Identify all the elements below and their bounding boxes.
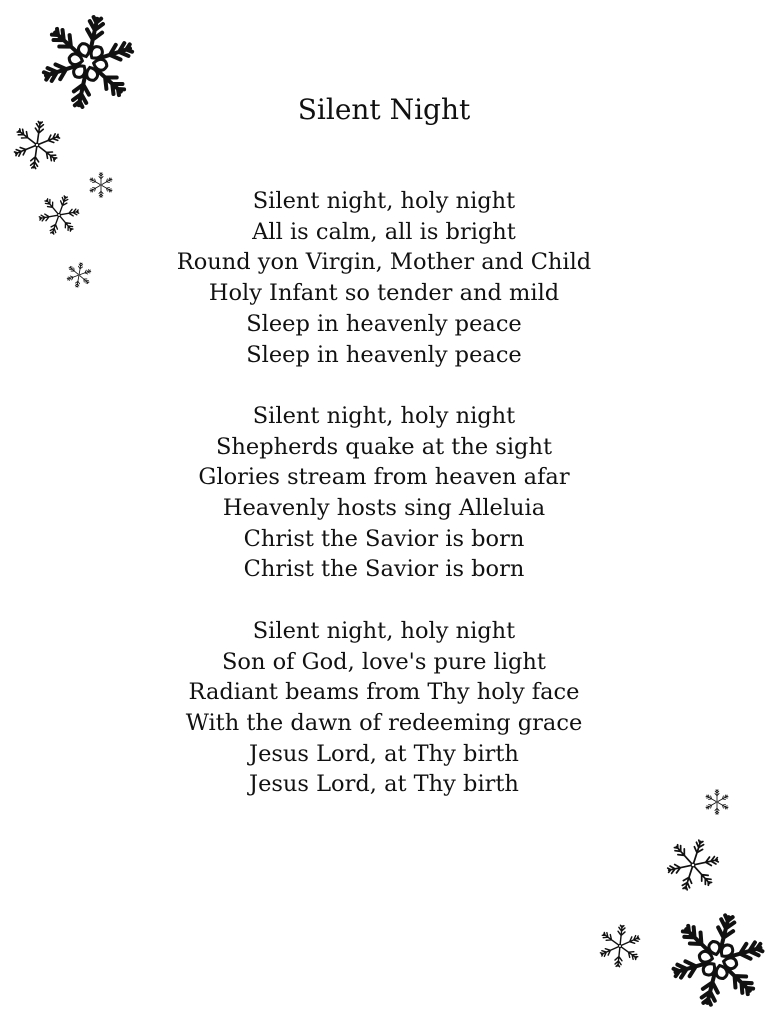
verse-3 xyxy=(0,616,768,800)
verse-line: Son of God, love's pure light xyxy=(222,648,546,675)
snowflake-icon xyxy=(38,194,80,236)
verse-line: Heavenly hosts sing Alleluia xyxy=(222,495,546,522)
verse-line: Jesus Lord, at Thy birth xyxy=(249,740,519,767)
snowflake-icon xyxy=(666,838,720,892)
verse-line: Silent night, holy night xyxy=(252,188,516,214)
verse-line: Round yon Virgin, Mother and Child xyxy=(176,249,592,276)
snowflake-icon xyxy=(12,120,62,170)
snowflake-icon xyxy=(88,172,114,198)
verse-line: Christ the Savior is born xyxy=(243,525,525,552)
verse-line: Sleep in heavenly peace xyxy=(246,310,522,337)
snowflake-icon xyxy=(704,789,730,815)
snowflake-icon xyxy=(670,912,766,1008)
verse-2 xyxy=(0,401,768,585)
verse-line: Christ the Savior is born xyxy=(243,556,525,583)
verse-line: Radiant beams from Thy holy face xyxy=(188,679,580,706)
verse-line: Silent night, holy night xyxy=(252,402,516,429)
snowflake-icon xyxy=(40,14,136,110)
song-title: Silent Night xyxy=(297,93,471,126)
verse-1 xyxy=(0,186,768,370)
verse-line: Silent night, holy night xyxy=(252,617,516,644)
verse-line: Holy Infant so tender and mild xyxy=(208,280,560,307)
verse-line: Jesus Lord, at Thy birth xyxy=(249,771,519,798)
verse-line: Glories stream from heaven afar xyxy=(198,464,570,491)
snowflake-icon xyxy=(66,262,92,288)
verse-line: All is calm, all is bright xyxy=(252,218,516,245)
verse-line: Shepherds quake at the sight xyxy=(216,433,552,460)
lyrics-body xyxy=(0,186,768,800)
verse-line: Sleep in heavenly peace xyxy=(246,341,522,368)
snowflake-icon xyxy=(598,924,642,968)
verse-line: With the dawn of redeeming grace xyxy=(185,709,583,736)
